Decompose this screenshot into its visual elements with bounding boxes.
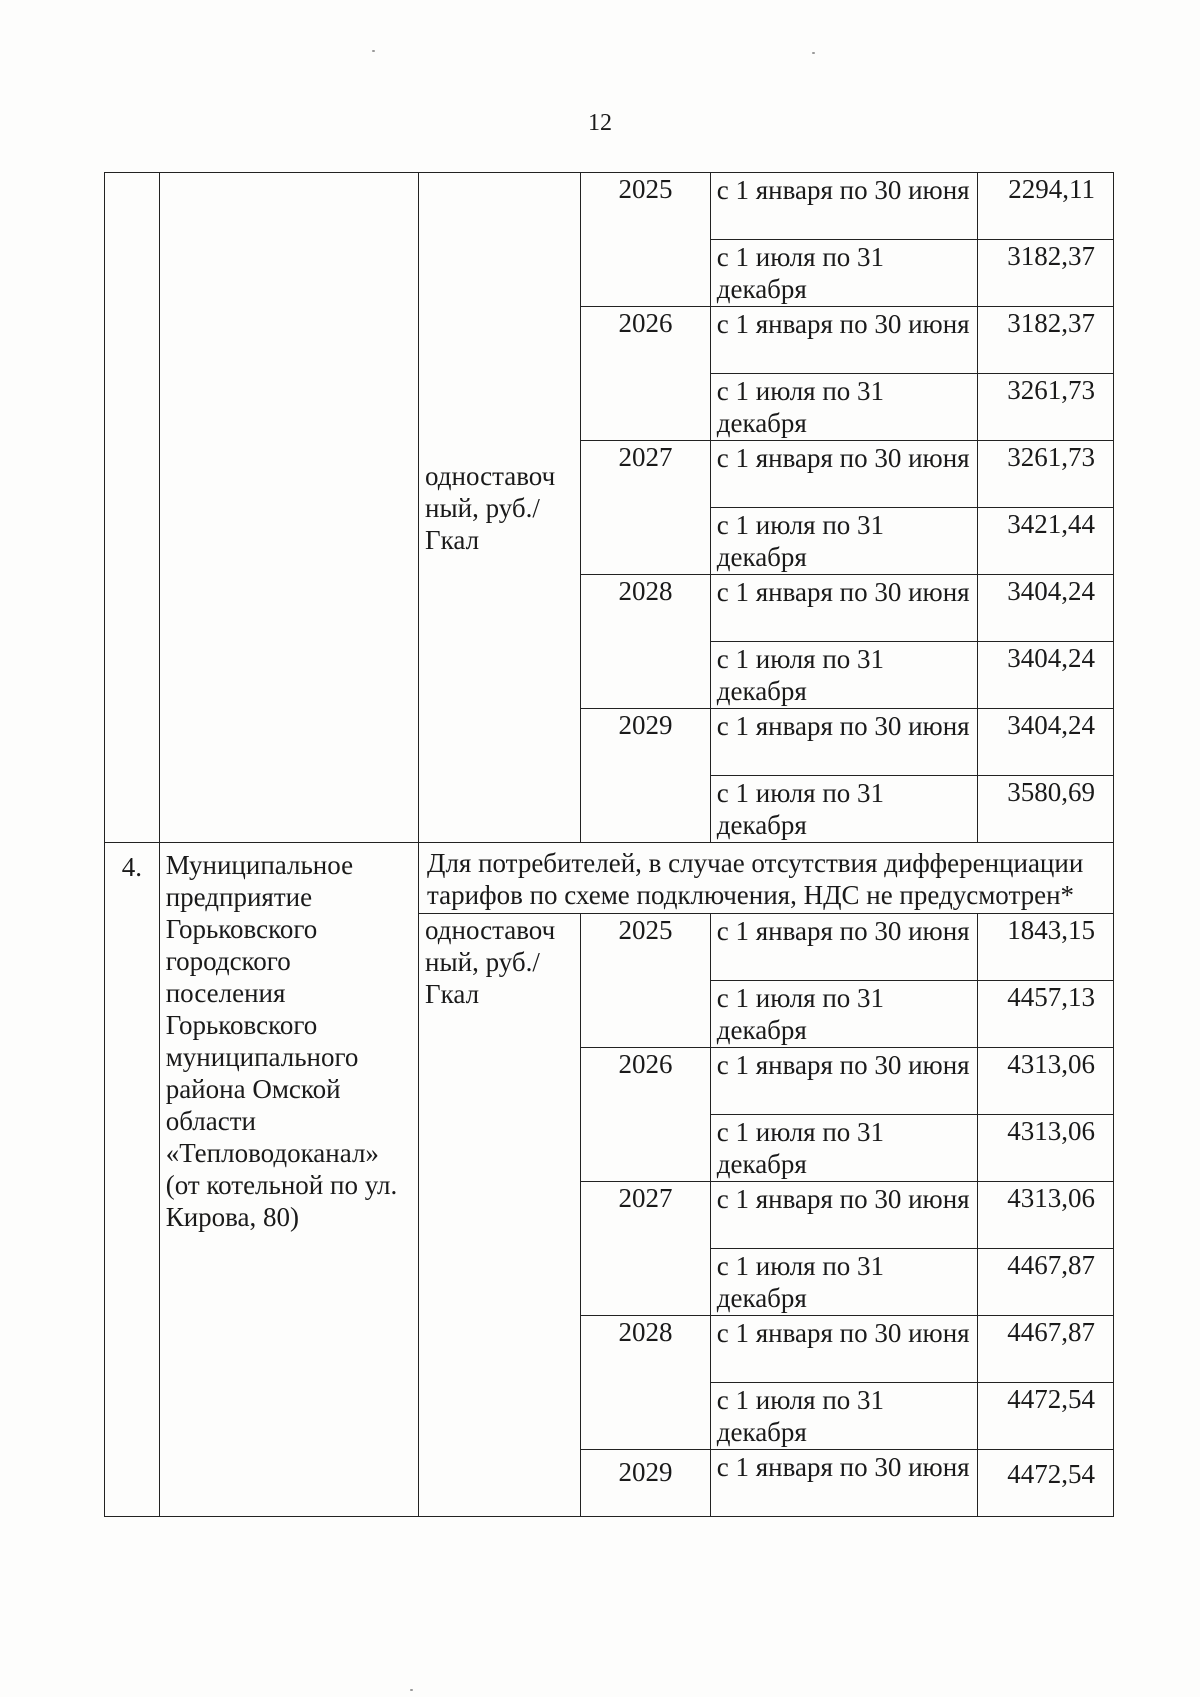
year-cell: 2025 bbox=[581, 173, 711, 307]
period-cell: с 1 января по 30 июня bbox=[710, 307, 977, 374]
period-cell: с 1 июля по 31 декабря bbox=[710, 240, 977, 307]
period-cell: с 1 января по 30 июня bbox=[710, 1450, 977, 1517]
consumer-note-cell: Для потребителей, в случае отсутствия дифференциации тарифов по схеме подключения, НДС не предусмотрен* bbox=[419, 843, 1114, 914]
tariff-value-cell: 1843,15 bbox=[978, 914, 1114, 981]
year-cell: 2029 bbox=[581, 709, 711, 843]
period-cell: с 1 июля по 31 декабря bbox=[710, 642, 977, 709]
row-number-cell: 4. bbox=[105, 843, 160, 1517]
organization-cell: Муниципальное предприятие Горьковского городского поселения Горьковского муниципального района Омской области «Тепловодоканал» (от котельной по ул. Кирова, 80) bbox=[159, 843, 418, 1517]
tariff-value-cell: 3182,37 bbox=[978, 307, 1114, 374]
page-number: 12 bbox=[588, 110, 612, 136]
row-number-cell-empty bbox=[105, 173, 160, 843]
period-cell: с 1 июля по 31 декабря bbox=[710, 1249, 977, 1316]
tariff-value-cell: 3404,24 bbox=[978, 642, 1114, 709]
tariff-value-cell: 4313,06 bbox=[978, 1115, 1114, 1182]
scan-speck bbox=[372, 50, 375, 52]
year-cell: 2029 bbox=[581, 1450, 711, 1517]
table-row-note bbox=[105, 843, 1114, 914]
period-cell: с 1 июля по 31 декабря bbox=[710, 508, 977, 575]
table-row bbox=[105, 173, 1114, 240]
tariff-value-cell: 4467,87 bbox=[978, 1249, 1114, 1316]
tariff-value-cell: 4467,87 bbox=[978, 1316, 1114, 1383]
tariff-type-cell: одноставоч ный, руб./Гкал bbox=[419, 173, 581, 843]
period-cell: с 1 июля по 31 декабря bbox=[710, 1115, 977, 1182]
period-cell: с 1 января по 30 июня bbox=[710, 914, 977, 981]
year-cell: 2025 bbox=[581, 914, 711, 1048]
tariff-value-cell: 3404,24 bbox=[978, 709, 1114, 776]
tariff-table bbox=[104, 172, 1114, 1517]
period-cell: с 1 июля по 31 декабря bbox=[710, 776, 977, 843]
tariff-value-cell: 4313,06 bbox=[978, 1048, 1114, 1115]
year-cell: 2028 bbox=[581, 1316, 711, 1450]
period-cell: с 1 января по 30 июня bbox=[710, 575, 977, 642]
year-cell: 2027 bbox=[581, 441, 711, 575]
tariff-value-cell: 3261,73 bbox=[978, 374, 1114, 441]
scan-speck bbox=[410, 1689, 413, 1691]
year-cell: 2026 bbox=[581, 307, 711, 441]
tariff-value-cell: 3261,73 bbox=[978, 441, 1114, 508]
period-cell: с 1 января по 30 июня bbox=[710, 1182, 977, 1249]
year-cell: 2027 bbox=[581, 1182, 711, 1316]
scan-speck bbox=[812, 52, 815, 54]
period-cell: с 1 января по 30 июня bbox=[710, 1316, 977, 1383]
tariff-type-cell: одноставоч ный, руб./Гкал bbox=[419, 914, 581, 1517]
tariff-value-cell: 3580,69 bbox=[978, 776, 1114, 843]
period-cell: с 1 января по 30 июня bbox=[710, 173, 977, 240]
period-cell: с 1 июля по 31 декабря bbox=[710, 1383, 977, 1450]
tariff-value-cell: 3404,24 bbox=[978, 575, 1114, 642]
organization-cell-empty bbox=[159, 173, 418, 843]
tariff-value-cell: 4472,54 bbox=[978, 1450, 1114, 1517]
tariff-value-cell: 4457,13 bbox=[978, 981, 1114, 1048]
year-cell: 2028 bbox=[581, 575, 711, 709]
tariff-value-cell: 4313,06 bbox=[978, 1182, 1114, 1249]
period-cell: с 1 января по 30 июня bbox=[710, 1048, 977, 1115]
tariff-table-body bbox=[105, 173, 1114, 1517]
tariff-value-cell: 3182,37 bbox=[978, 240, 1114, 307]
period-cell: с 1 июля по 31 декабря bbox=[710, 981, 977, 1048]
period-cell: с 1 января по 30 июня bbox=[710, 709, 977, 776]
tariff-value-cell: 3421,44 bbox=[978, 508, 1114, 575]
period-cell: с 1 января по 30 июня bbox=[710, 441, 977, 508]
period-cell: с 1 июля по 31 декабря bbox=[710, 374, 977, 441]
tariff-value-cell: 4472,54 bbox=[978, 1383, 1114, 1450]
year-cell: 2026 bbox=[581, 1048, 711, 1182]
tariff-value-cell: 2294,11 bbox=[978, 173, 1114, 240]
